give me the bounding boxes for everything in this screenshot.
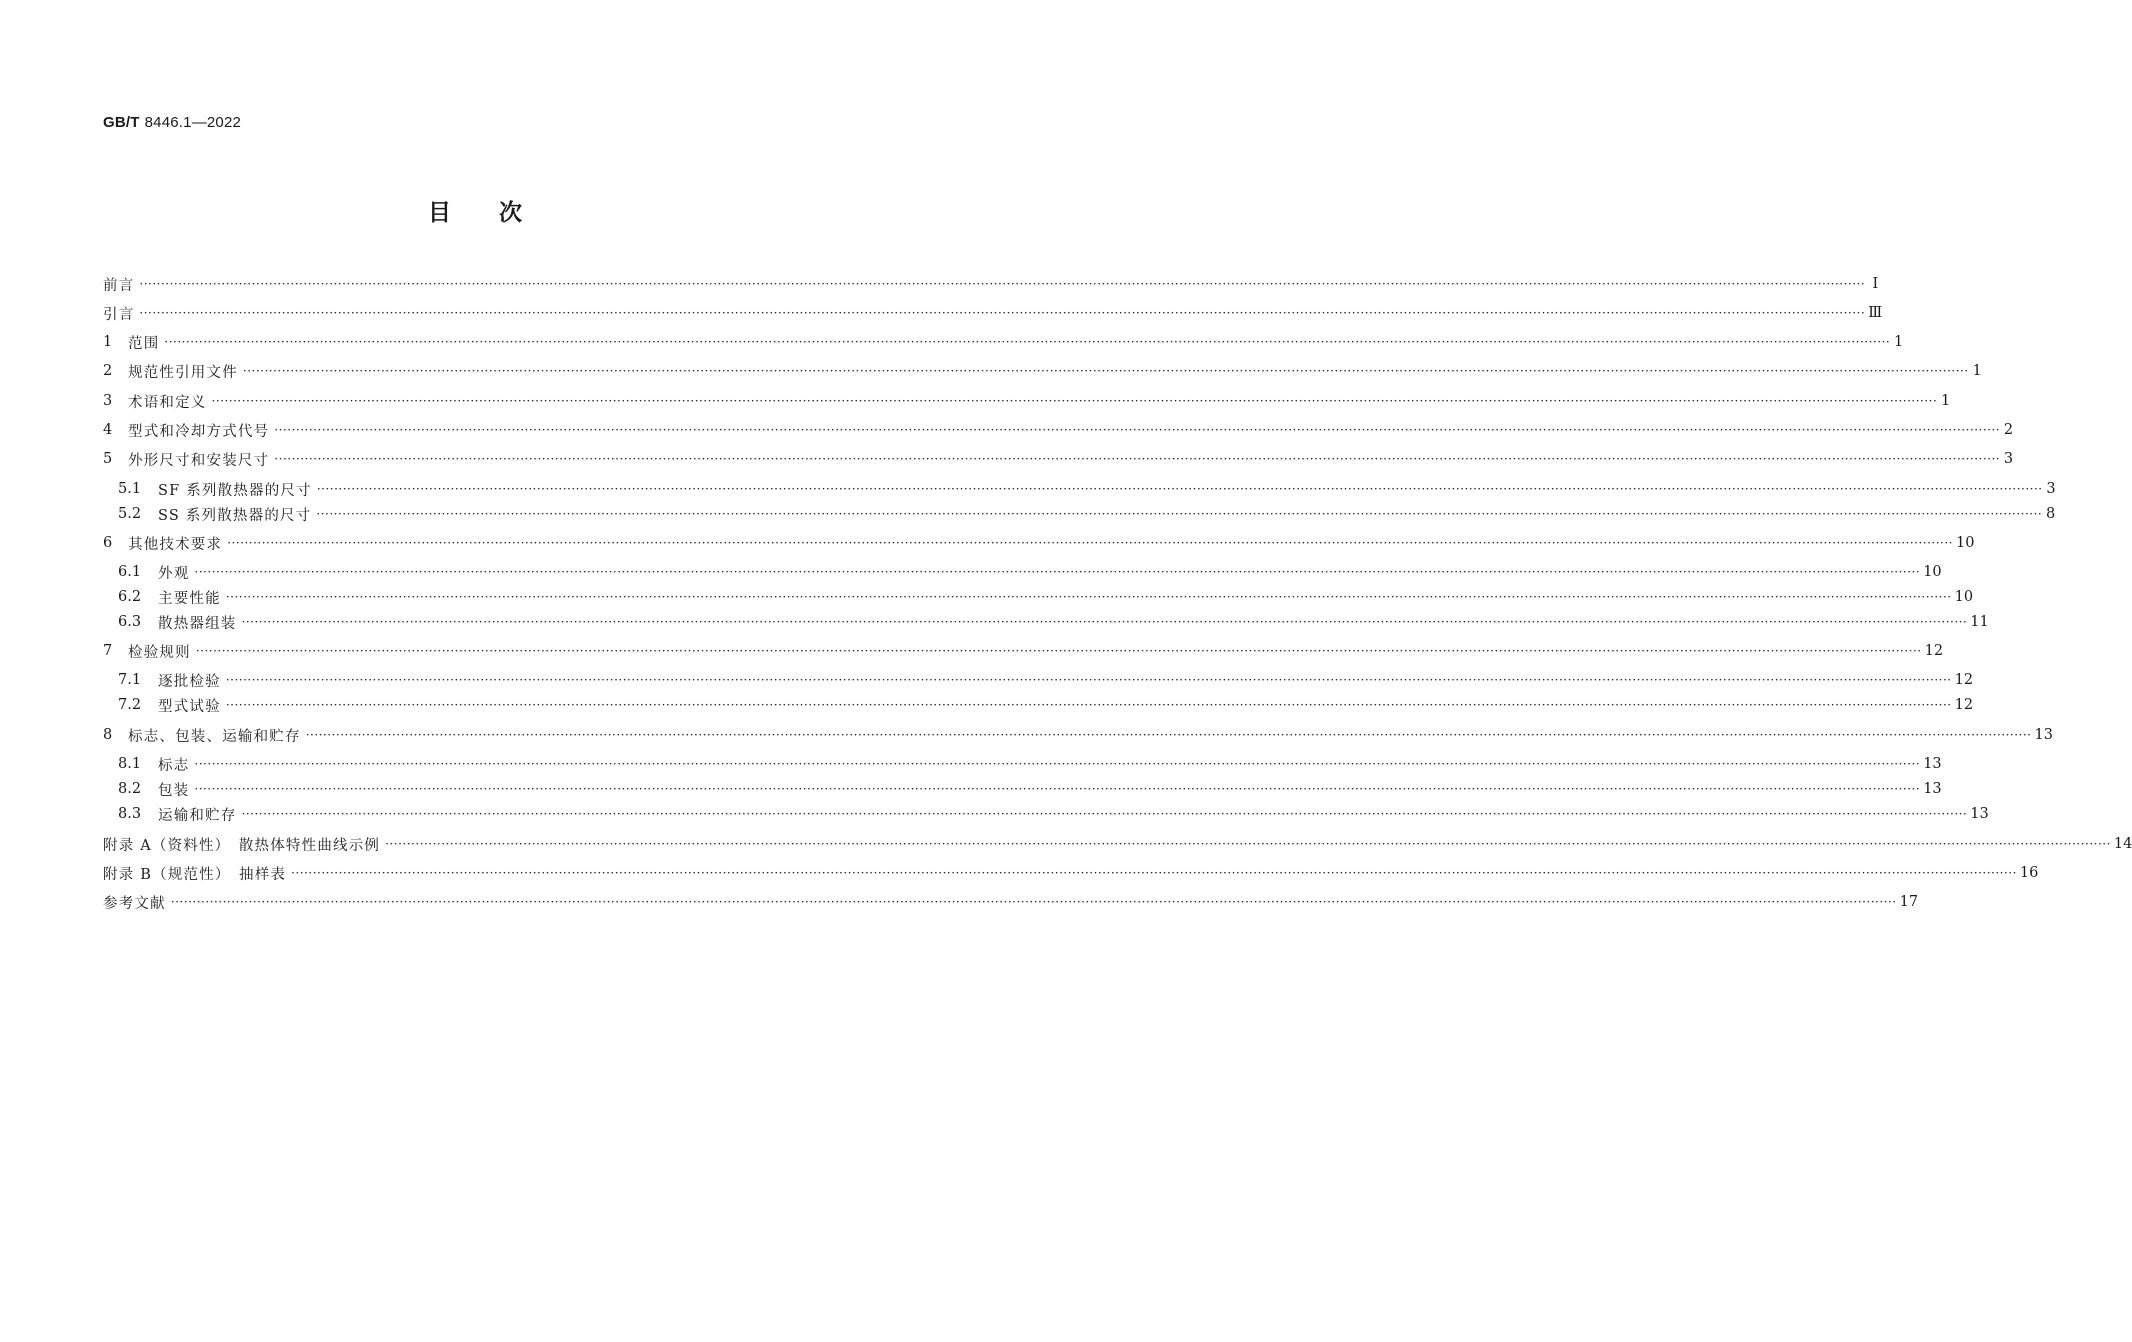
- toc-entry-label: 规范性引用文件: [128, 364, 238, 381]
- toc-entry-number: 1: [103, 334, 113, 350]
- toc-entry[interactable]: [103, 723, 2053, 747]
- toc-entry-number: 8.3: [118, 806, 142, 822]
- toc-entry-page: 10: [1923, 564, 1942, 580]
- toc-entry-label: 检验规则: [128, 644, 191, 661]
- toc-leader-dots: ················································································································································································································································································································································································································: [242, 364, 1969, 378]
- toc-entry[interactable]: [103, 272, 1879, 296]
- toc-entry-label: 型式和冷却方式代号: [128, 423, 270, 440]
- toc-entry[interactable]: [118, 610, 1989, 634]
- toc-entry[interactable]: [118, 585, 1974, 609]
- toc-entry-page: 12: [1954, 697, 1974, 713]
- toc-entry-number: 2: [103, 363, 113, 379]
- toc-leader-dots: ················································································································································································································································································································································································································: [241, 807, 1968, 821]
- toc-entry[interactable]: [118, 668, 1974, 692]
- toc-entry[interactable]: [118, 560, 1942, 584]
- toc-entry[interactable]: [103, 639, 1944, 663]
- toc-entry-page: 11: [1970, 614, 1989, 630]
- toc-leader-dots: ················································································································································································································································································································································································································: [139, 306, 1866, 320]
- toc-entry-number: 8.1: [118, 756, 142, 772]
- standard-code: [103, 113, 241, 131]
- toc-leader-dots: ················································································································································································································································································································································································································: [227, 536, 1953, 550]
- toc-entry-label: 标志、包装、运输和贮存: [128, 728, 301, 745]
- toc-leader-dots: ················································································································································································································································································································································································································: [316, 507, 2043, 521]
- toc-entry-number: 6.3: [118, 614, 142, 630]
- toc-entry-label: 散热器组装: [158, 615, 237, 632]
- toc-entry-label: 主要性能: [158, 590, 221, 607]
- toc-entry-page: 1: [1972, 363, 1982, 379]
- toc-entry-page: 13: [1970, 806, 1989, 822]
- toc-entry-number: 6.2: [118, 589, 142, 605]
- toc-entry-label: 附录 A（资料性） 散热体特性曲线示例: [103, 837, 381, 854]
- toc-leader-dots: ················································································································································································································································································································································································································: [194, 782, 1921, 796]
- toc-entry-label: 术语和定义: [128, 394, 207, 411]
- toc-entry[interactable]: [118, 802, 1989, 826]
- standard-number: 8446.1—2022: [144, 114, 242, 131]
- toc-entry-page: 3: [2046, 481, 2056, 497]
- toc-leader-dots: ················································································································································································································································································································································································································: [139, 277, 1866, 291]
- toc-entry-label: 外形尺寸和安装尺寸: [128, 452, 270, 469]
- toc-entry-label: 附录 B（规范性） 抽样表: [103, 866, 287, 883]
- toc-leader-dots: ················································································································································································································································································································································································································: [194, 565, 1921, 579]
- toc-entry[interactable]: [118, 777, 1942, 801]
- toc-leader-dots: ················································································································································································································································································································································································································: [225, 698, 1952, 712]
- toc-entry-page: 12: [1924, 643, 1944, 659]
- toc-entry-number: 7: [103, 643, 113, 659]
- toc-entry-page: 2: [2003, 422, 2014, 438]
- toc-entry-label: 前言: [103, 277, 135, 294]
- toc-entry-page: 13: [1923, 756, 1942, 772]
- toc-entry-label: 外观: [158, 565, 190, 582]
- toc-leader-dots: ················································································································································································································································································································································································································: [274, 452, 2001, 466]
- toc-entry[interactable]: [103, 447, 2014, 471]
- toc-entry-page: Ⅰ: [1872, 276, 1879, 292]
- toc-title-char-1: 目: [428, 200, 451, 226]
- toc-entry-page: 12: [1954, 672, 1974, 688]
- toc-entry[interactable]: [103, 418, 2014, 442]
- toc-entry-number: 6: [103, 535, 113, 551]
- toc-entry-label: 标志: [158, 757, 190, 774]
- toc-title: [0, 194, 950, 227]
- toc-entry[interactable]: [118, 477, 2056, 501]
- toc-entry[interactable]: [103, 890, 1919, 914]
- toc-entry-label: 运输和贮存: [158, 807, 237, 824]
- toc-entry-page: 10: [1954, 589, 1974, 605]
- toc-leader-dots: ················································································································································································································································································································································································································: [305, 728, 2032, 742]
- toc-entry[interactable]: [118, 752, 1942, 776]
- toc-entry[interactable]: [103, 531, 1975, 555]
- toc-entry-label: 包装: [158, 782, 190, 799]
- toc-entry-page: 8: [2045, 506, 2056, 522]
- toc-entry-label: 其他技术要求: [128, 536, 223, 553]
- toc-entry-label: SF 系列散热器的尺寸: [158, 482, 312, 499]
- toc-entry[interactable]: [118, 502, 2056, 526]
- toc-title-char-2: 次: [499, 200, 522, 226]
- toc-entry-page: 17: [1899, 894, 1919, 910]
- toc-entry-number: 5.2: [118, 506, 142, 522]
- toc-entry[interactable]: [103, 330, 1904, 354]
- toc-entry-page: 14: [2113, 836, 2132, 852]
- toc-entry[interactable]: [118, 693, 1974, 717]
- toc-entry-label: 引言: [103, 306, 135, 323]
- toc-entry-page: 13: [1923, 781, 1942, 797]
- standard-prefix: GB/T: [103, 114, 140, 131]
- toc-leader-dots: ················································································································································································································································································································································································································: [211, 394, 1938, 408]
- toc-entry-page: 1: [1893, 334, 1904, 350]
- toc-leader-dots: ················································································································································································································································································································································································································: [316, 482, 2043, 496]
- toc-entry-page: 16: [2019, 865, 2039, 881]
- toc-entry[interactable]: [103, 359, 1982, 383]
- toc-leader-dots: ················································································································································································································································································································································································································: [225, 590, 1952, 604]
- toc-leader-dots: ················································································································································································································································································································································································································: [170, 895, 1897, 909]
- toc-leader-dots: ················································································································································································································································································································································································································: [291, 866, 2017, 880]
- toc-entry[interactable]: [103, 861, 2039, 885]
- toc-entry-number: 5.1: [118, 481, 142, 497]
- toc-entry-label: 参考文献: [103, 895, 166, 912]
- toc-entry-label: 逐批检验: [158, 673, 221, 690]
- toc-entry-number: 7.1: [118, 672, 142, 688]
- toc-entry-number: 4: [103, 422, 113, 438]
- toc-entry-label: 范围: [128, 335, 160, 352]
- toc-entry-number: 8: [103, 727, 113, 743]
- toc-entry[interactable]: [103, 389, 1951, 413]
- toc-entry-page: 1: [1941, 393, 1951, 409]
- toc-leader-dots: ················································································································································································································································································································································································································: [274, 423, 2001, 437]
- toc-entry-number: 8.2: [118, 781, 142, 797]
- toc-leader-dots: ················································································································································································································································································································································································································: [164, 335, 1891, 349]
- toc-leader-dots: ················································································································································································································································································································································································································: [194, 757, 1921, 771]
- toc-entry-page: Ⅲ: [1868, 305, 1883, 321]
- toc-entry-number: 7.2: [118, 697, 142, 713]
- toc-entry-page: 3: [2003, 451, 2014, 467]
- toc-entry-page: 10: [1955, 535, 1975, 551]
- toc-entry-number: 3: [103, 393, 113, 409]
- toc-entry[interactable]: [103, 301, 1883, 325]
- toc-entry-page: 13: [2034, 727, 2053, 743]
- toc-entry-number: 5: [103, 451, 113, 467]
- toc-leader-dots: ················································································································································································································································································································································································································: [225, 673, 1952, 687]
- toc-leader-dots: ················································································································································································································································································································································································································: [385, 837, 2111, 851]
- toc-leader-dots: ················································································································································································································································································································································································································: [195, 644, 1922, 658]
- toc-leader-dots: ················································································································································································································································································································································································································: [241, 615, 1968, 629]
- toc-entry-label: SS 系列散热器的尺寸: [158, 507, 312, 524]
- toc-entry[interactable]: [103, 832, 2132, 856]
- toc-entry-number: 6.1: [118, 564, 142, 580]
- toc-entry-label: 型式试验: [158, 698, 221, 715]
